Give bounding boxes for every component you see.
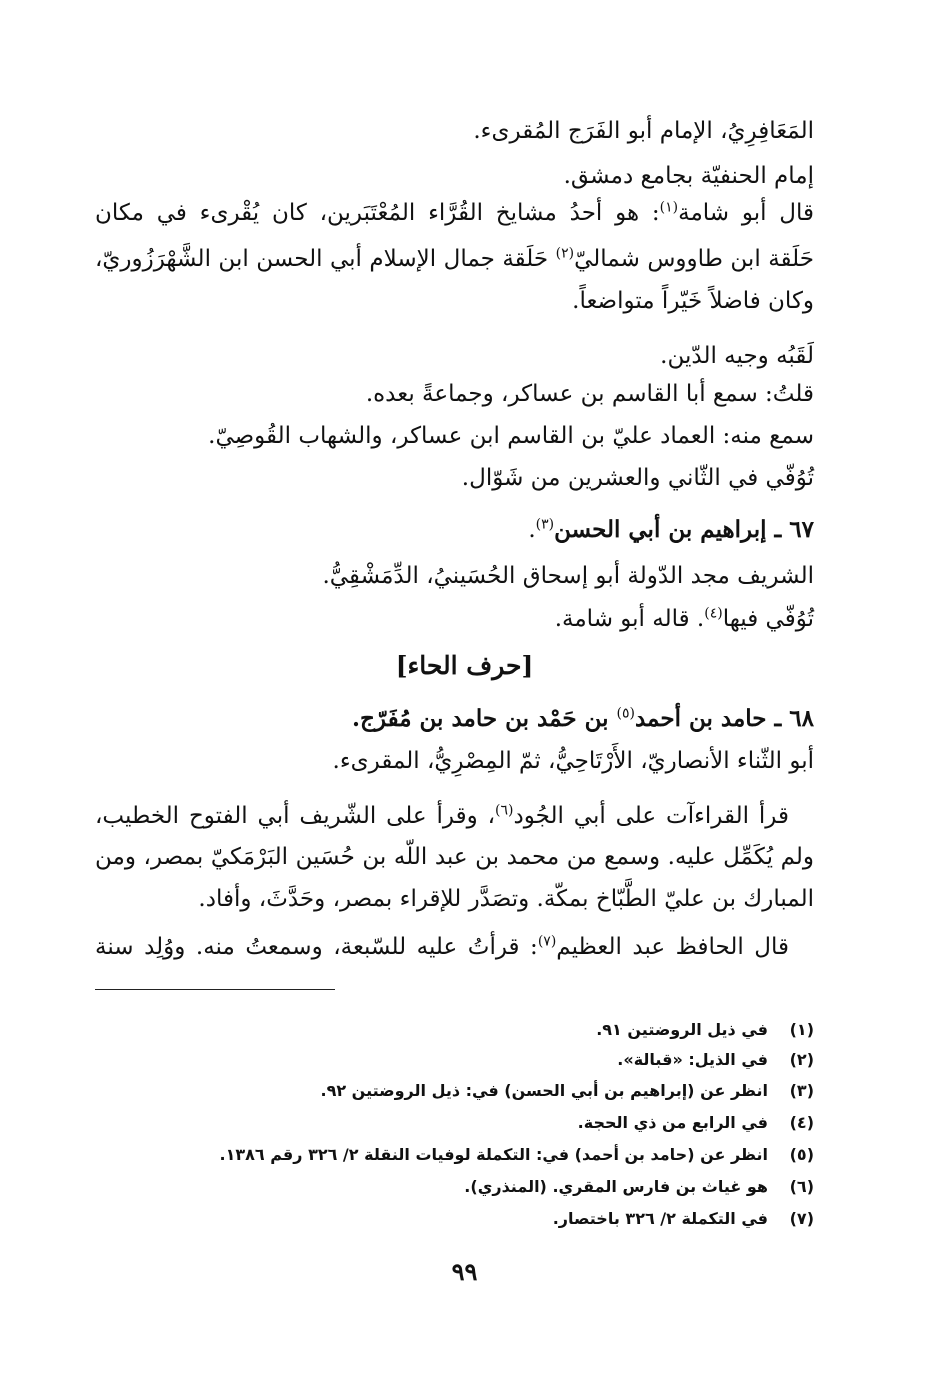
entry-heading-68: ٦٨ ـ حامد بن أحمد$^{(٥)}$ بن حَمْد بن حامد بن مُفَرّج. [352, 705, 814, 732]
text-line: وكان فاضلاً خَيّراً متواضعاً. [572, 288, 814, 314]
footnote: (٧)في التكملة ٢/ ٣٢٦ باختصار. [552, 1209, 814, 1228]
page-number: ٩٩ [451, 1257, 478, 1286]
text-line: تُوُفّي في الثّاني والعشرين من شَوّال. [461, 465, 814, 491]
footnote: (٢)في الذيل: «قبالة». [617, 1050, 814, 1069]
footnote: (١)في ذيل الروضتين ٩١. [596, 1020, 814, 1039]
text-line: قرأ القراءآت على أبي الجُود$^{(٦)}$، وقرأ على الشّريف أبي الفتوح الخطيب، [95, 802, 789, 829]
footnote-ref[interactable]: (٥) [616, 705, 635, 722]
footnote-ref[interactable]: (٤) [704, 605, 723, 622]
text-line: لَقَبُه وجيه الدّين. [660, 343, 814, 369]
text-line: إمام الحنفيّة بجامع دمشق. [563, 163, 814, 189]
footnote-ref[interactable]: (٣) [535, 516, 555, 533]
text-line: أبو الثّناء الأنصاريّ، الأَرْتَاحِيُّ، ثمّ المِصْرِيُّ، المقرىء. [332, 748, 814, 774]
footnote: (٦)هو غياث بن فارس المقري. (المنذري). [464, 1177, 814, 1196]
footnote-separator [95, 989, 335, 990]
text-line: الشريف مجد الدّولة أبو إسحاق الحُسَينيُ، الدِّمَشْقِيُّ. [322, 563, 814, 589]
text-line: تُوُفّي فيها$^{(٤)}$. قاله أبو شامة. [554, 605, 814, 632]
text-line: حَلَقة ابن طاووس شماليّ$^{(٢)}$ حَلَقة جمال الإسلام أبي الحسن ابن الشَّهْرَزُوريّ، [95, 245, 814, 272]
footnote-ref[interactable]: (٦) [495, 802, 514, 819]
section-heading: [حرف الحاء] [395, 651, 534, 680]
text-line: قال الحافظ عبد العظيم$^{(٧)}$: قرأتُ عليه للسّبعة، وسمعتُ منه. ووُلِد سنة [95, 933, 789, 960]
footnote-ref[interactable]: (١) [659, 199, 679, 216]
footnote: (٤)في الرابع من ذي الحجة. [577, 1113, 814, 1132]
text-line: قلتُ: سمع أبا القاسم بن عساكر، وجماعةً بعده. [365, 381, 814, 407]
footnote-ref[interactable]: (٧) [537, 933, 557, 950]
text-line: المَعَافِرِيُ، الإمام أبو الفَرَج المُقرىء. [473, 118, 814, 144]
footnote: (٣)انظر عن (إبراهيم بن أبي الحسن) في: ذيل الروضتين ٩٢. [320, 1081, 814, 1100]
text-line: المبارك بن عليّ الطَّبّاخ بمكّة. وتصَدَّر للإقراء بمصر، وحَدَّثَ، وأفاد. [198, 886, 814, 912]
text-line: قال أبو شامة$^{(١)}$: هو أحدُ مشايخ القُرَّاء المُعْتَبَرين، كان يُقْرىء في مكان [95, 199, 814, 226]
footnote-ref[interactable]: (٢) [555, 245, 575, 262]
entry-heading-67: ٦٧ ـ إبراهيم بن أبي الحسن$^{(٣)}$. [528, 516, 814, 543]
text-line: ولم يُكَمِّل عليه. وسمع من محمد بن عبد اللّه بن حُسَين البَرْمَكيّ بمصر، ومن [95, 844, 814, 870]
text-line: سمع منه: العماد عليّ بن القاسم ابن عساكر، والشهاب القُوصِيّ. [208, 423, 814, 449]
footnote: (٥)انظر عن (حامد بن أحمد) في: التكملة لوفيات النقلة ٢/ ٣٢٦ رقم ١٣٨٦. [219, 1145, 814, 1164]
